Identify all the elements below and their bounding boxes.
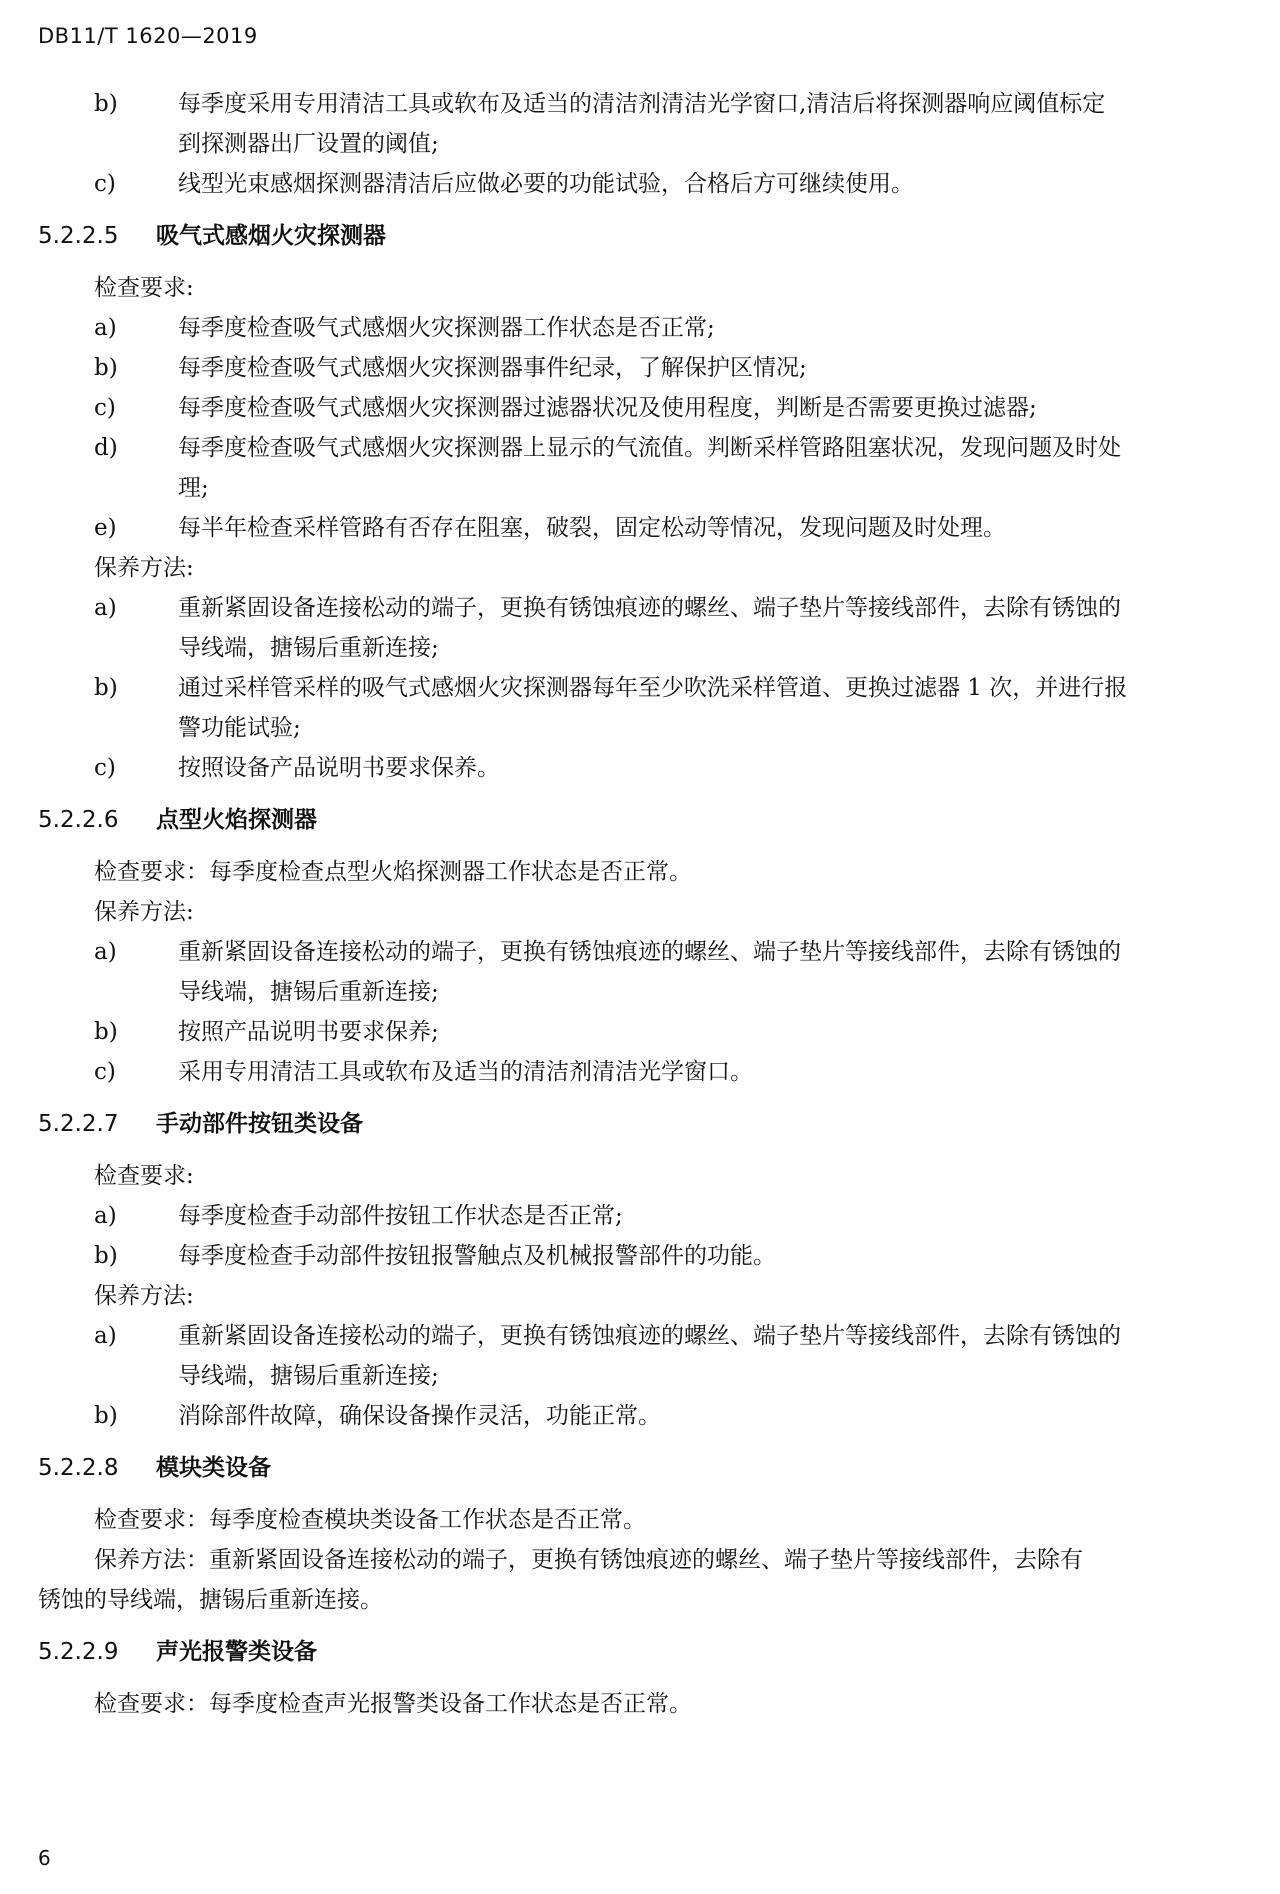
section-number: 5.2.2.5: [38, 223, 119, 249]
list-item: [38, 668, 1246, 708]
list-item-text: 采用专用清洁工具或软布及适当的清洁剂清洁光学窗口。: [178, 1059, 753, 1085]
list-item-text: 每季度检查吸气式感烟火灾探测器事件纪录，了解保护区情况;: [178, 355, 807, 381]
list-item-marker: a): [94, 1323, 117, 1349]
list-item-marker: b): [94, 1403, 118, 1429]
paragraph-label: 保养方法:: [94, 555, 194, 581]
page-number: 6: [38, 1846, 51, 1870]
list-item: [38, 348, 1246, 388]
paragraph-label: 保养方法:: [94, 899, 194, 925]
list-item: [38, 468, 1246, 508]
list-item-text: 重新紧固设备连接松动的端子，更换有锈蚀痕迹的螺丝、端子垫片等接线部件，去除有锈蚀的: [178, 939, 1121, 965]
section-number: 5.2.2.8: [38, 1455, 119, 1481]
list-item: [38, 428, 1246, 468]
list-item-marker: b): [94, 1243, 118, 1269]
paragraph-label: 检查要求:: [94, 1163, 194, 1189]
section-title: 点型火焰探测器: [156, 807, 317, 833]
list-item-text: 每半年检查采样管路有否存在阻塞，破裂，固定松动等情况，发现问题及时处理。: [178, 515, 1006, 541]
paragraph-line: 保养方法：重新紧固设备连接松动的端子，更换有锈蚀痕迹的螺丝、端子垫片等接线部件，去除有: [94, 1547, 1083, 1573]
list-item-text: 重新紧固设备连接松动的端子，更换有锈蚀痕迹的螺丝、端子垫片等接线部件，去除有锈蚀的: [178, 1323, 1121, 1349]
list-item-text: 每季度检查吸气式感烟火灾探测器过滤器状况及使用程度，判断是否需要更换过滤器;: [178, 395, 1037, 421]
paragraph-label: 保养方法:: [94, 1283, 194, 1309]
list-item: [38, 708, 1246, 748]
list-item: [38, 748, 1246, 788]
list-item-marker: c): [94, 171, 116, 197]
list-item-text: 到探测器出厂设置的阈值;: [178, 131, 439, 157]
paragraph-line: 锈蚀的导线端，搪锡后重新连接。: [38, 1587, 383, 1613]
section-number: 5.2.2.7: [38, 1111, 119, 1137]
paragraph-label: 检查要求：每季度检查声光报警类设备工作状态是否正常。: [94, 1691, 692, 1717]
paragraph-label: 检查要求：每季度检查点型火焰探测器工作状态是否正常。: [94, 859, 692, 885]
list-item: [38, 1356, 1246, 1396]
section-title: 手动部件按钮类设备: [156, 1111, 363, 1137]
list-item-marker: b): [94, 355, 118, 381]
list-item-text: 线型光束感烟探测器清洁后应做必要的功能试验，合格后方可继续使用。: [178, 171, 914, 197]
section-heading: [38, 1448, 1246, 1488]
list-item-text: 重新紧固设备连接松动的端子，更换有锈蚀痕迹的螺丝、端子垫片等接线部件，去除有锈蚀的: [178, 595, 1121, 621]
section-number: 5.2.2.9: [38, 1639, 119, 1665]
section-heading: [38, 1104, 1246, 1144]
list-item: [38, 308, 1246, 348]
list-item-marker: b): [94, 91, 118, 117]
list-item: [38, 1012, 1246, 1052]
list-item-text: 消除部件故障，确保设备操作灵活，功能正常。: [178, 1403, 661, 1429]
paragraph-label: 检查要求:: [94, 275, 194, 301]
list-item-marker: a): [94, 939, 117, 965]
list-item: [38, 164, 1246, 204]
list-item-text: 导线端，搪锡后重新连接;: [178, 1363, 439, 1389]
list-item: [38, 588, 1246, 628]
list-item-text: 导线端，搪锡后重新连接;: [178, 979, 439, 1005]
list-item-marker: c): [94, 1059, 116, 1085]
section-heading: [38, 800, 1246, 840]
list-item: [38, 84, 1246, 124]
document-id: DB11/T 1620—2019: [38, 24, 258, 48]
list-item: [38, 1196, 1246, 1236]
list-item-text: 警功能试验;: [178, 715, 301, 741]
section-heading: [38, 1632, 1246, 1672]
paragraph-label: 检查要求：每季度检查模块类设备工作状态是否正常。: [94, 1507, 646, 1533]
list-item-text: 每季度检查手动部件按钮报警触点及机械报警部件的功能。: [178, 1243, 776, 1269]
list-item-marker: b): [94, 675, 118, 701]
list-item-text: 通过采样管采样的吸气式感烟火灾探测器每年至少吹洗采样管道、更换过滤器 1 次，并进行报: [178, 675, 1128, 701]
list-item-text: 按照设备产品说明书要求保养。: [178, 755, 500, 781]
list-item-marker: c): [94, 395, 116, 421]
list-item-text: 每季度检查吸气式感烟火灾探测器上显示的气流值。判断采样管路阻塞状况，发现问题及时处: [178, 435, 1121, 461]
list-item: [38, 1052, 1246, 1092]
section-number: 5.2.2.6: [38, 807, 119, 833]
list-item-text: 每季度检查手动部件按钮工作状态是否正常;: [178, 1203, 623, 1229]
list-item: [38, 1316, 1246, 1356]
list-item-marker: a): [94, 595, 117, 621]
list-item-marker: c): [94, 755, 116, 781]
list-item: [38, 628, 1246, 668]
section-title: 吸气式感烟火灾探测器: [156, 223, 386, 249]
list-item-text: 按照产品说明书要求保养;: [178, 1019, 439, 1045]
list-item-marker: a): [94, 315, 117, 341]
list-item: [38, 1236, 1246, 1276]
list-item-text: 每季度检查吸气式感烟火灾探测器工作状态是否正常;: [178, 315, 715, 341]
list-item: [38, 124, 1246, 164]
list-item: [38, 972, 1246, 1012]
list-item: [38, 388, 1246, 428]
list-item-marker: a): [94, 1203, 117, 1229]
list-item: [38, 932, 1246, 972]
list-item-text: 理;: [178, 475, 209, 501]
section-title: 模块类设备: [156, 1455, 271, 1481]
list-item: [38, 1396, 1246, 1436]
list-item-text: 导线端，搪锡后重新连接;: [178, 635, 439, 661]
section-heading: [38, 216, 1246, 256]
list-item-marker: e): [94, 515, 117, 541]
section-title: 声光报警类设备: [156, 1639, 317, 1665]
list-item: [38, 508, 1246, 548]
list-item-text: 每季度采用专用清洁工具或软布及适当的清洁剂清洁光学窗口,清洁后将探测器响应阈值标定: [178, 91, 1106, 117]
list-item-marker: d): [94, 435, 118, 461]
page-content: [38, 84, 1246, 1724]
list-item-marker: b): [94, 1019, 118, 1045]
